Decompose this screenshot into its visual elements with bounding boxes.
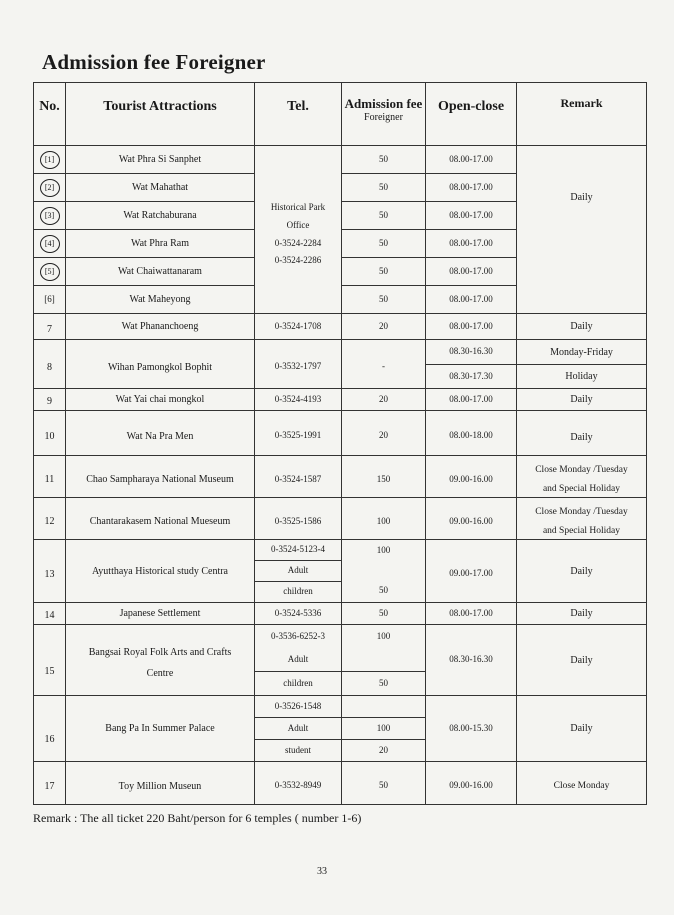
remark: Daily <box>517 411 647 456</box>
table-row <box>34 456 647 498</box>
header-admission-fee <box>342 83 426 146</box>
row-number: 16 <box>34 696 66 762</box>
row-number: [3] <box>34 202 66 230</box>
fee: 100 <box>342 498 426 540</box>
tel: 0-3524-5123-4 <box>271 544 325 555</box>
row-number: 12 <box>34 498 66 540</box>
row-number: 7 <box>34 314 66 340</box>
fee-label: Adult <box>287 653 309 664</box>
header-no: No. <box>34 83 66 146</box>
attraction-name: Wat Phananchoeng <box>66 314 255 340</box>
table-row <box>34 540 647 603</box>
fee: 50 <box>342 174 426 202</box>
table-row <box>34 389 647 411</box>
tel-stack <box>255 625 342 696</box>
remark: Daily <box>517 603 647 625</box>
table-row <box>34 696 647 762</box>
fee: 50 <box>342 202 426 230</box>
header-remark: Remark <box>517 83 647 146</box>
tel-line: 0-3524-2284 <box>274 237 322 248</box>
tel: 0-3532-1797 <box>255 340 342 389</box>
tel: 0-3525-1586 <box>255 498 342 540</box>
remark: Daily <box>517 389 647 411</box>
row-number: [1] <box>34 146 66 174</box>
attraction-name: Wat Ratchaburana <box>66 202 255 230</box>
fee: 20 <box>342 314 426 340</box>
attraction-name: Wat Chaiwattanaram <box>66 258 255 286</box>
attraction-name: Wat Na Pra Men <box>66 411 255 456</box>
attraction-name: Wat Phra Si Sanphet <box>66 146 255 174</box>
tel-line: 0-3524-2286 <box>274 255 322 266</box>
footer-remark: Remark : The all ticket 220 Baht/person for 6 temples ( number 1-6) <box>33 811 362 825</box>
fee-label: student <box>255 739 341 761</box>
table-row <box>34 340 647 389</box>
fee: 50 <box>342 603 426 625</box>
hours: 08.00-17.00 <box>426 389 517 411</box>
remark: and Special Holiday <box>542 525 621 536</box>
fee: 50 <box>342 146 426 174</box>
row-number: [4] <box>34 230 66 258</box>
remark: Daily <box>517 314 647 340</box>
tel-stack <box>255 540 342 603</box>
header-attraction: Tourist Attractions <box>66 83 255 146</box>
hours: 08.00-17.00 <box>426 314 517 340</box>
hours: 09.00-17.00 <box>426 540 517 603</box>
row-number: [2] <box>34 174 66 202</box>
hours: 08.00-17.00 <box>426 202 517 230</box>
row-number: 8 <box>34 340 66 389</box>
attraction-name: Wat Maheyong <box>66 286 255 314</box>
attraction-name: Centre <box>146 668 174 679</box>
hours: 08.00-18.00 <box>426 411 517 456</box>
remark-cell <box>517 456 647 498</box>
tel: 0-3524-4193 <box>255 389 342 411</box>
remark: Close Monday /Tuesday <box>535 507 628 518</box>
temples-tel <box>255 146 342 314</box>
attraction-name: Ayutthaya Historical study Centra <box>66 540 255 603</box>
attraction-name: Chao Sampharaya National Museum <box>66 456 255 498</box>
row-number: 15 <box>34 625 66 696</box>
row-number: [6] <box>34 286 66 314</box>
hours-stack <box>426 340 517 389</box>
tel: 0-3532-8949 <box>255 762 342 805</box>
fee-label: children <box>255 581 341 602</box>
fee-label: Adult <box>255 717 341 739</box>
remark-stack <box>517 340 647 389</box>
tel: 0-3526-1548 <box>274 700 322 711</box>
tel: 0-3524-1708 <box>255 314 342 340</box>
fee: 50 <box>342 762 426 805</box>
hours: 08.00-17.00 <box>426 230 517 258</box>
attraction-name: Wat Yai chai mongkol <box>66 389 255 411</box>
remark: Holiday <box>517 364 646 388</box>
remark: Daily <box>517 696 647 762</box>
header-tel: Tel. <box>255 83 342 146</box>
tel-stack <box>255 696 342 762</box>
hours: 08.00-15.30 <box>426 696 517 762</box>
hours: 08.30-17.30 <box>426 364 516 388</box>
table-row <box>34 762 647 805</box>
fee: 50 <box>342 671 425 695</box>
fee: 100 <box>342 717 425 739</box>
table-row <box>34 603 647 625</box>
row-number: 9 <box>34 389 66 411</box>
hours: 08.00-17.00 <box>426 174 517 202</box>
remark: and Special Holiday <box>542 483 621 494</box>
fee: 50 <box>379 585 388 596</box>
attraction-name: Bangsai Royal Folk Arts and Crafts <box>88 647 232 658</box>
tel: 0-3536-6252-3 <box>271 630 325 641</box>
table-header-row <box>34 83 647 146</box>
tel: 0-3525-1991 <box>255 411 342 456</box>
hours: 08.00-17.00 <box>426 146 517 174</box>
admission-fee-table <box>33 82 647 805</box>
fee: 100 <box>376 630 391 641</box>
row-number: 11 <box>34 456 66 498</box>
fee-label: children <box>255 671 341 695</box>
fee: 150 <box>342 456 426 498</box>
fee: - <box>342 340 426 389</box>
fee: 50 <box>342 258 426 286</box>
table-row <box>34 314 647 340</box>
attraction-name: Chantarakasem National Mueseum <box>66 498 255 540</box>
attraction-name-cell <box>66 625 255 696</box>
row-number: 14 <box>34 603 66 625</box>
row-number: 13 <box>34 540 66 603</box>
tel-line: Historical Park <box>270 201 326 212</box>
fee: 50 <box>342 230 426 258</box>
hours: 08.30-16.30 <box>426 625 517 696</box>
tel-line: Office <box>286 219 310 230</box>
row-number: 10 <box>34 411 66 456</box>
remark-cell <box>517 498 647 540</box>
fee-stack <box>342 696 426 762</box>
table-row <box>34 411 647 456</box>
attraction-name: Toy Million Museun <box>66 762 255 805</box>
fee: 20 <box>342 411 426 456</box>
temples-remark: Daily <box>517 146 647 314</box>
hours: 08.30-16.30 <box>449 346 493 357</box>
header-fee-sub: Foreigner <box>364 111 403 123</box>
table-row <box>34 146 647 174</box>
hours: 08.00-17.00 <box>426 286 517 314</box>
remark: Close Monday <box>517 762 647 805</box>
tel: 0-3524-5336 <box>255 603 342 625</box>
hours: 09.00-16.00 <box>426 456 517 498</box>
fee-label: Adult <box>255 560 341 581</box>
fee: 20 <box>342 739 425 761</box>
remark: Daily <box>517 625 647 696</box>
fee: 50 <box>342 286 426 314</box>
row-number: 17 <box>34 762 66 805</box>
attraction-name: Wat Phra Ram <box>66 230 255 258</box>
hours: 08.00-17.00 <box>426 258 517 286</box>
page-number: 33 <box>317 866 327 877</box>
remark: Monday-Friday <box>550 346 613 358</box>
remark: Daily <box>517 540 647 603</box>
tel: 0-3524-1587 <box>255 456 342 498</box>
fee-stack <box>342 625 426 696</box>
attraction-name: Japanese Settlement <box>66 603 255 625</box>
fee: 100 <box>376 545 391 556</box>
hours: 09.00-16.00 <box>426 498 517 540</box>
attraction-name: Bang Pa In Summer Palace <box>66 696 255 762</box>
header-fee-main: Admission fee <box>344 96 423 111</box>
row-number: [5] <box>34 258 66 286</box>
page-title: Admission fee Foreigner <box>42 50 266 74</box>
header-open-close: Open-close <box>426 83 517 146</box>
table-row <box>34 625 647 696</box>
hours: 08.00-17.00 <box>426 603 517 625</box>
fee: 20 <box>342 389 426 411</box>
attraction-name: Wat Mahathat <box>66 174 255 202</box>
attraction-name: Wihan Pamongkol Bophit <box>66 340 255 389</box>
fee-stack <box>342 540 426 603</box>
hours: 09.00-16.00 <box>426 762 517 805</box>
table-row <box>34 498 647 540</box>
remark: Close Monday /Tuesday <box>535 465 628 476</box>
